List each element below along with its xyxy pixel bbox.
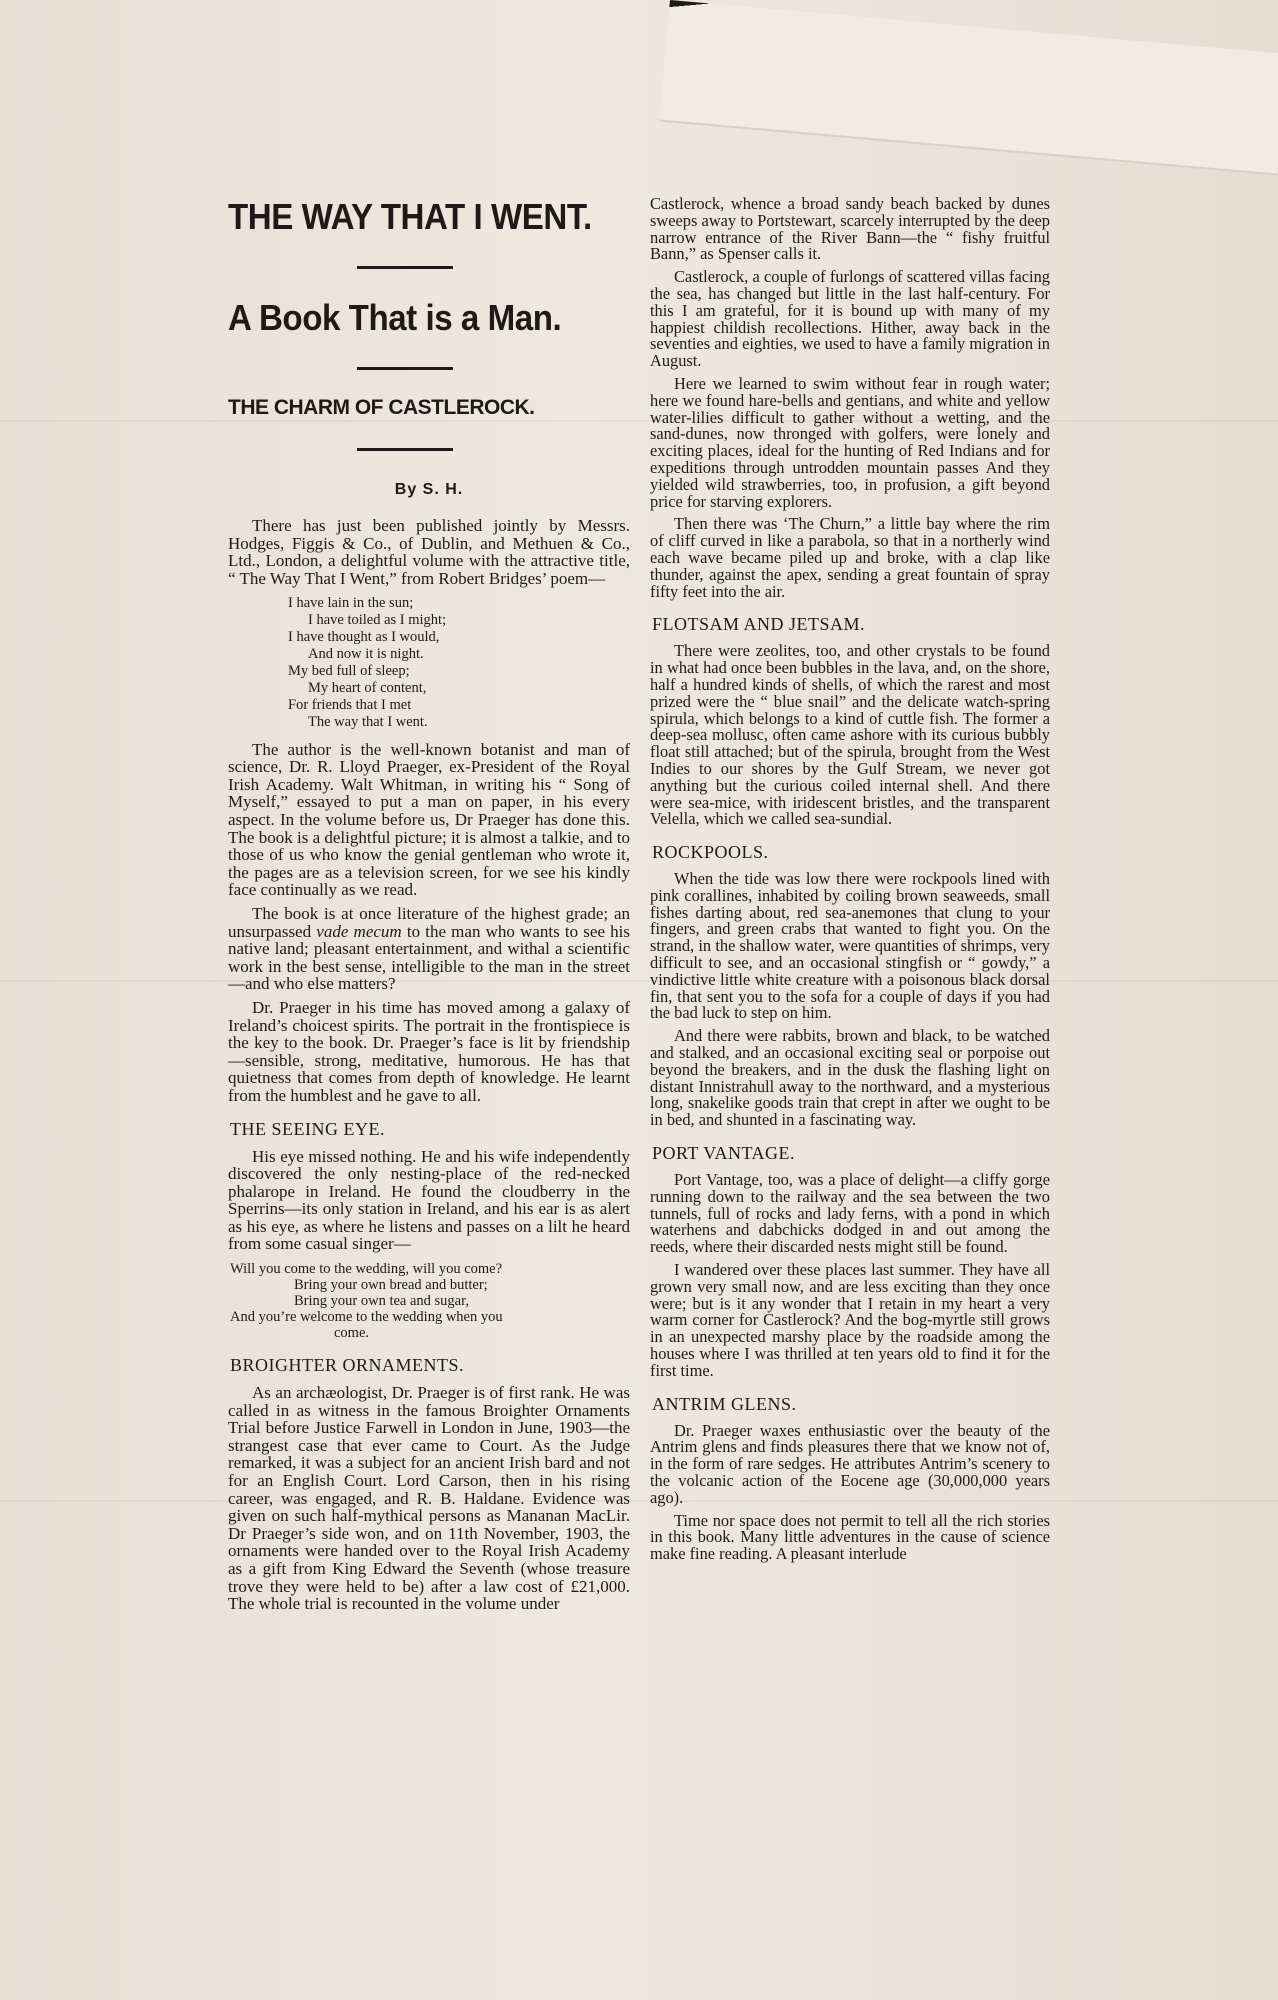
title-rule bbox=[357, 266, 453, 269]
poem-line: I have toiled as I might; bbox=[308, 612, 447, 629]
paper-fold bbox=[0, 980, 1278, 982]
heading-flotsam: FLOTSAM AND JETSAM. bbox=[652, 614, 866, 635]
heading-port-vantage: PORT VANTAGE. bbox=[652, 1143, 796, 1164]
churn-paragraph: Then there was ‘The Churn,” a little bay where the rim of cliff curved in like a parabola, so that in a northerly wind each wave became piled up and broke, with a clap like thunder, against the apex, sending a great fountain of spray fifty feet into the air. bbox=[650, 514, 1050, 601]
rockpools-paragraph: When the tide was low there were rockpools lined with pink corallines, inhabited by coiling brown seaweeds, small fishes darting about, red sea-anemones that clung to your fingers, and green crabs that wanted to fight you. On the strand, in the shallow water, were quantities of shrimps, very difficult to see, and an occasional stingfish or “ gowdy,” a vindictive little white creature with a poisonous black dorsal fin, that sent you to the sofa for a couple of days if you had the bad luck to step on him. bbox=[650, 869, 1050, 1023]
seeing-eye-paragraph: His eye missed nothing. He and his wife independently discovered the only nesting-place of the red-necked phalarope in Ireland. He found the cloudberry in the Sperrins—its only station in Ireland, and his ear is as alert as his eye, as where he listens and passes on a lilt he heard from some casual singer— bbox=[228, 1146, 630, 1254]
torn-paper-edge bbox=[659, 0, 1278, 176]
wedding-song bbox=[230, 1261, 630, 1341]
antrim-paragraph: Dr. Praeger waxes enthusiastic over the beauty of the Antrim glens and finds pleasures there that we know not of, in the form of rare sedges. He attributes Antrim’s scenery to the volcanic action of the Eocene age (30,000,000 years ago). bbox=[650, 1420, 1050, 1507]
kicker-rule bbox=[357, 448, 453, 451]
praeger-paragraph: Dr. Praeger in his time has moved among a galaxy of Ireland’s choicest spirits. The portrait in the frontispiece is the key to the book. Dr. Praeger’s face is lit by friendship—sensible, strong, meditative, humorous. He has that quietness that comes from depth of knowledge. He learnt from the humblest and he gave to all. bbox=[228, 997, 630, 1105]
vade-mecum-italic: vade mecum bbox=[316, 921, 402, 941]
poem-line: My heart of content, bbox=[308, 679, 427, 696]
literature-paragraph bbox=[228, 905, 630, 993]
byline: By S. H. bbox=[394, 481, 464, 498]
poem-line: The way that I went. bbox=[308, 713, 428, 730]
literature-text-b: to the man who wants to see his native land; pleasant entertainment, and withal a scientific work in the best sense, intelligible to the man in the street—and who else matters? bbox=[228, 921, 630, 994]
song-line: Will you come to the wedding, will you come? bbox=[230, 1261, 503, 1278]
flotsam-paragraph: There were zeolites, too, and other crystals to be found in what had once been bubbles in the lava, and, on the shore, half a hundred kinds of shells, of which the rarest and most prized were the “ blue snail” and the delicate watch-spring spirula, which belongs to a kind of cuttle fish. The former a deep-sea mollusc, often came ashore with its curious bubbly float still attached; but of the spirula, brought from the West Indies to our shores by the Gulf Stream, we never got anything but the curious coiled internal shell. And there were sea-mice, with iridescent bristles, and the transparent Velella, which we called sea-sundial. bbox=[650, 641, 1050, 829]
time-space-paragraph: Time nor space does not permit to tell all the rich stories in this book. Many little adventures in the cause of science make fine reading. A pleasant interlude bbox=[650, 1510, 1050, 1564]
literature-text-a: The book is at once literature of the highest grade; an unsurpassed bbox=[228, 903, 630, 941]
article-kicker: THE CHARM OF CASTLEROCK. bbox=[228, 396, 535, 419]
song-line: Bring your own bread and butter; bbox=[294, 1277, 488, 1294]
right-column bbox=[650, 196, 1050, 1569]
article-subtitle: A Book That is a Man. bbox=[228, 297, 562, 338]
song-line: come. bbox=[334, 1325, 370, 1342]
heading-rockpools: ROCKPOOLS. bbox=[652, 842, 769, 863]
broighter-paragraph: As an archæologist, Dr. Praeger is of first rank. He was called in as witness in the famous Broighter Ornaments Trial before Justice Farwell in London in June, 1903—the strangest case that ever came to Court. As the Judge remarked, it was a subject for an ancient Irish bard and not for an English Court. Lord Carson, then in his rising career, was engaged, and R. B. Haldane. Evidence was given on such half-mythical persons as Mananan MacLir. Dr Praeger’s side won, and on 11th November, 1903, the ornaments were handed over to the Royal Irish Academy as a gift from King Edward the Seventh (whose treasure trove they were held to be) after a law cost of £21,000. The whole trial is recounted in the volume under bbox=[228, 1383, 630, 1614]
song-line: Bring your own tea and sugar, bbox=[294, 1293, 469, 1310]
swim-paragraph: Here we learned to swim without fear in rough water; here we found hare-bells and gentians, and white and yellow water-lilies difficult to gather without a wetting, and the sand-dunes, now thronged with golfers, were lonely and exciting places, ideal for the hunting of Red Indians and for expeditions through untrodden mountain passes And they yielded wild strawberries, too, in profusion, a gift beyond price for starving explorers. bbox=[650, 373, 1050, 511]
port-vantage-paragraph: Port Vantage, too, was a place of delight—a cliffy gorge running down to the railway and the sea between the two tunnels, full of rocks and lady ferns, with a pond in which waterhens and dabchicks dodged in and out among the reeds, where their discarded nests might still be found. bbox=[650, 1170, 1050, 1257]
author-paragraph: The author is the well-known botanist and man of science, Dr. R. Lloyd Praeger, ex-President of the Royal Irish Academy. Walt Whitman, in writing his “ Song of Myself,” essayed to put a man on paper, in his every aspect. In the volume before us, Dr Praeger has done this. The book is a delightful picture; it is almost a talkie, and to those of us who know the genial gentleman who wrote it, the pages are as a television screen, for we see his kindly face continually as we read. bbox=[228, 739, 630, 900]
castlerock-paragraph: Castlerock, a couple of furlongs of scattered villas facing the sea, has changed but little in the last half-century. For this I am grateful, for it is bound up with many of my happiest childish recollections. Hither, away back in the seventies and eighties, we used to have a family migration in August. bbox=[650, 267, 1050, 371]
heading-broighter: BROIGHTER ORNAMENTS. bbox=[230, 1355, 465, 1376]
heading-seeing-eye: THE SEEING EYE. bbox=[230, 1118, 385, 1139]
paper-fold bbox=[0, 420, 1278, 422]
intro-paragraph: There has just been published jointly by Messrs. Hodges, Figgis & Co., of Dublin, and Methuen & Co., Ltd., London, a delightful volume with the attractive title, “ The Way That I Went,” from Robert Bridges’ poem— bbox=[228, 516, 630, 588]
poem-line: And now it is night. bbox=[308, 646, 424, 663]
poem-line: For friends that I met bbox=[288, 696, 412, 713]
heading-antrim-glens: ANTRIM GLENS. bbox=[652, 1393, 797, 1414]
paper-fold bbox=[0, 1500, 1278, 1502]
left-column bbox=[228, 196, 630, 1619]
subtitle-rule bbox=[357, 367, 453, 370]
article-title: THE WAY THAT I WENT. bbox=[228, 196, 592, 237]
poem-line: My bed full of sleep; bbox=[288, 663, 410, 679]
rabbits-paragraph: And there were rabbits, brown and black, to be watched and stalked, and an occasional exciting seal or porpoise out beyond the breakers, and in the dusk the flashing light on distant Innistrahull away to the northward, and a mysterious long, snakelike goods train that crept in after we ought to be in bed, and shunted in a fascinating way. bbox=[650, 1026, 1050, 1130]
song-line: And you’re welcome to the wedding when you bbox=[230, 1309, 503, 1326]
poem-line: I have lain in the sun; bbox=[288, 595, 414, 612]
poem bbox=[288, 595, 630, 730]
wandered-paragraph: I wandered over these places last summer. They have all grown very small now, and are less exciting than they once were; but is it any wonder that I retain in my heart a very warm corner for Castlerock? And the bog-myrtle still grows in an unexpected marshy place by the roadside among the houses where I was thrilled at ten years old to find it for the first time. bbox=[650, 1260, 1050, 1380]
castlerock-continued-paragraph: Castlerock, whence a broad sandy beach backed by dunes sweeps away to Portstewart, scarcely interrupted by the deep narrow entrance of the River Bann—the “ fishy fruitful Bann,” as Spenser calls it. bbox=[650, 194, 1050, 264]
poem-line: I have thought as I would, bbox=[288, 629, 440, 646]
